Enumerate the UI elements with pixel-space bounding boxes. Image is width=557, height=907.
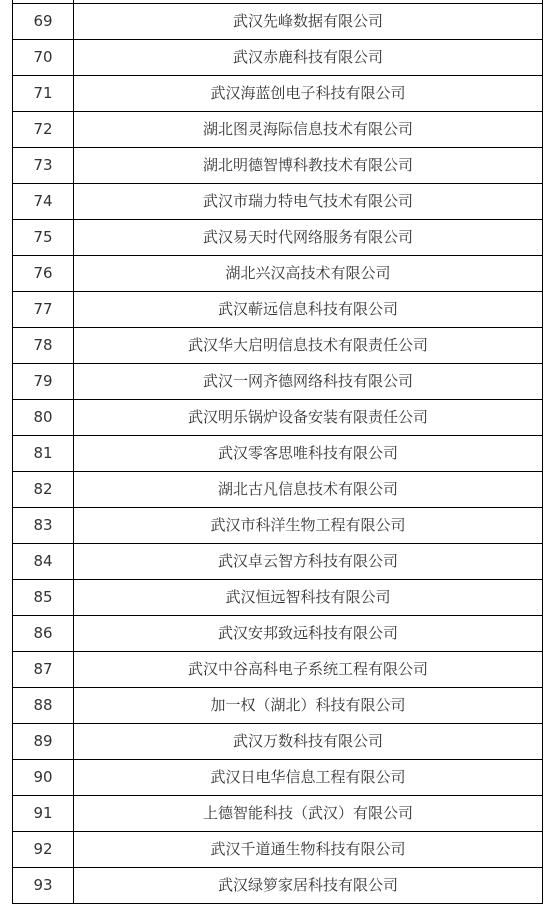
table-row <box>13 292 543 328</box>
table-row <box>13 4 543 40</box>
table-row <box>13 796 543 832</box>
table-row <box>13 76 543 112</box>
company-name-cell: 武汉明乐锅炉设备安装有限责任公司 <box>74 400 543 436</box>
row-number-cell: 74 <box>13 184 74 220</box>
company-name-cell: 加一权（湖北）科技有限公司 <box>74 688 543 724</box>
company-name-cell: 湖北古凡信息技术有限公司 <box>74 472 543 508</box>
company-name-cell: 武汉日电华信息工程有限公司 <box>74 760 543 796</box>
row-number-cell: 79 <box>13 364 74 400</box>
row-number-cell: 92 <box>13 832 74 868</box>
table-body <box>13 0 543 904</box>
row-number-cell: 85 <box>13 580 74 616</box>
row-number-cell: 86 <box>13 616 74 652</box>
table-row <box>13 688 543 724</box>
table-row <box>13 400 543 436</box>
company-name-cell: 武汉蕲远信息科技有限公司 <box>74 292 543 328</box>
table-row <box>13 436 543 472</box>
company-name-cell: 武汉绿箩家居科技有限公司 <box>74 868 543 904</box>
row-number-cell: 80 <box>13 400 74 436</box>
company-name-cell: 武汉赤鹿科技有限公司 <box>74 40 543 76</box>
table-row <box>13 220 543 256</box>
company-name-cell: 上德智能科技（武汉）有限公司 <box>74 796 543 832</box>
company-name-cell: 武汉中谷高科电子系统工程有限公司 <box>74 652 543 688</box>
row-number-cell: 89 <box>13 724 74 760</box>
row-number-cell: 72 <box>13 112 74 148</box>
table-row <box>13 724 543 760</box>
company-name-cell: 武汉万数科技有限公司 <box>74 724 543 760</box>
row-number-cell: 93 <box>13 868 74 904</box>
row-number-cell: 76 <box>13 256 74 292</box>
table-row <box>13 868 543 904</box>
table-row <box>13 256 543 292</box>
company-name-cell: 武汉华大启明信息技术有限责任公司 <box>74 328 543 364</box>
row-number-cell: 77 <box>13 292 74 328</box>
row-number-cell: 88 <box>13 688 74 724</box>
row-number-cell: 83 <box>13 508 74 544</box>
company-name-cell: 湖北兴汉高技术有限公司 <box>74 256 543 292</box>
row-number-cell: 75 <box>13 220 74 256</box>
table-row <box>13 760 543 796</box>
company-list-table-container <box>12 0 543 904</box>
row-number-cell: 91 <box>13 796 74 832</box>
company-name-cell: 武汉零客思唯科技有限公司 <box>74 436 543 472</box>
table-row <box>13 508 543 544</box>
row-number-cell: 69 <box>13 4 74 40</box>
company-name-cell: 武汉千道通生物科技有限公司 <box>74 832 543 868</box>
company-name-cell: 武汉易天时代网络服务有限公司 <box>74 220 543 256</box>
company-name-cell: 湖北图灵海际信息技术有限公司 <box>74 112 543 148</box>
row-number-cell: 84 <box>13 544 74 580</box>
company-name-cell: 湖北明德智博科教技术有限公司 <box>74 148 543 184</box>
table-row <box>13 616 543 652</box>
row-number-cell: 81 <box>13 436 74 472</box>
table-row <box>13 652 543 688</box>
row-number-cell: 78 <box>13 328 74 364</box>
row-number-cell: 73 <box>13 148 74 184</box>
table-row <box>13 112 543 148</box>
company-name-cell: 武汉市科洋生物工程有限公司 <box>74 508 543 544</box>
company-name-cell: 武汉海蓝创电子科技有限公司 <box>74 76 543 112</box>
table-row <box>13 184 543 220</box>
row-number-cell: 71 <box>13 76 74 112</box>
table-row <box>13 40 543 76</box>
table-row <box>13 580 543 616</box>
row-number-cell: 70 <box>13 40 74 76</box>
row-number-cell: 82 <box>13 472 74 508</box>
company-name-cell: 武汉先峰数据有限公司 <box>74 4 543 40</box>
row-number-cell: 90 <box>13 760 74 796</box>
table-row <box>13 544 543 580</box>
table-row <box>13 364 543 400</box>
company-list-table <box>12 0 543 904</box>
company-name-cell: 武汉卓云智方科技有限公司 <box>74 544 543 580</box>
table-row <box>13 832 543 868</box>
row-number-cell: 87 <box>13 652 74 688</box>
table-row <box>13 472 543 508</box>
company-name-cell: 武汉安邦致远科技有限公司 <box>74 616 543 652</box>
company-name-cell: 武汉恒远智科技有限公司 <box>74 580 543 616</box>
table-row <box>13 328 543 364</box>
company-name-cell: 武汉一网齐德网络科技有限公司 <box>74 364 543 400</box>
table-row <box>13 148 543 184</box>
company-name-cell: 武汉市瑞力特电气技术有限公司 <box>74 184 543 220</box>
